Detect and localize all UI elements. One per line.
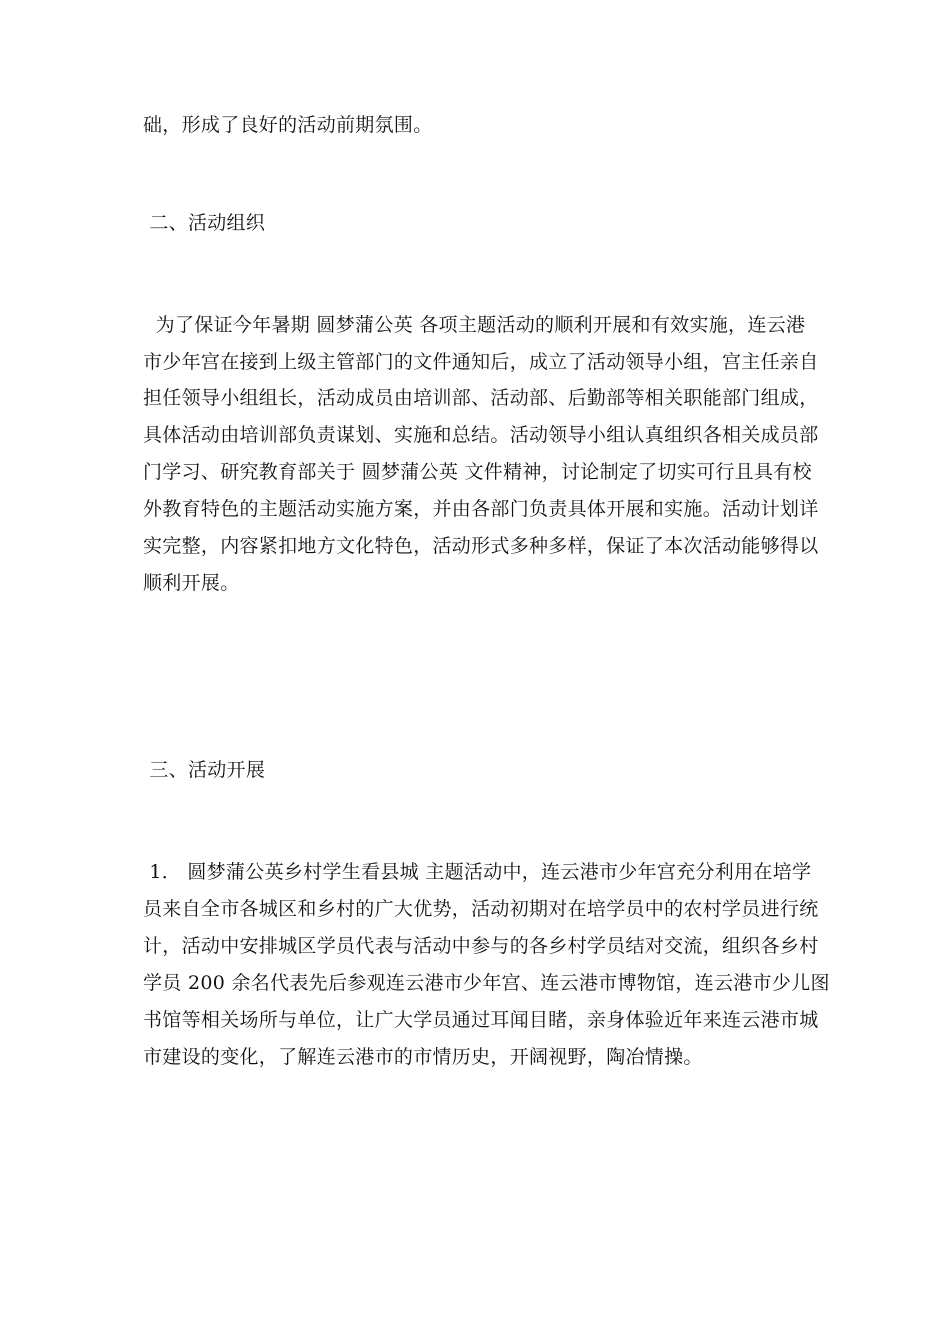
section-2-heading: 二、活动组织 [143, 212, 266, 234]
intro-tail-line: 础，形成了良好的活动前期氛围。 [143, 114, 433, 136]
paragraph-line: 市建设的变化，了解连云港市的市情历史，开阔视野，陶冶情操。 [143, 1046, 703, 1068]
paragraph-line: 市少年宫在接到上级主管部门的文件通知后，成立了活动领导小组，宫主任亲自 [143, 351, 819, 373]
paragraph-line: 1． 圆梦蒲公英乡村学生看县城 主题活动中，连云港市少年宫充分利用在培学 [143, 861, 812, 883]
paragraph-line: 员来自全市各城区和乡村的广大优势，活动初期对在培学员中的农村学员进行统 [143, 898, 819, 920]
paragraph-line: 顺利开展。 [143, 572, 240, 594]
paragraph-line: 计，活动中安排城区学员代表与活动中参与的各乡村学员结对交流，组织各乡村 [143, 935, 819, 957]
paragraph-line: 外教育特色的主题活动实施方案，并由各部门负责具体开展和实施。活动计划详 [143, 498, 819, 520]
paragraph-line: 书馆等相关场所与单位，让广大学员通过耳闻目睹，亲身体验近年来连云港市城 [143, 1009, 819, 1031]
paragraph-line: 担任领导小组组长，活动成员由培训部、活动部、后勤部等相关职能部门组成， [143, 387, 819, 409]
paragraph-line: 实完整，内容紧扣地方文化特色，活动形式多种多样，保证了本次活动能够得以 [143, 535, 819, 557]
section-3-heading: 三、活动开展 [143, 759, 266, 781]
paragraph-line: 具体活动由培训部负责谋划、实施和总结。活动领导小组认真组织各相关成员部 [143, 424, 819, 446]
paragraph-line: 学员 200 余名代表先后参观连云港市少年宫、连云港市博物馆，连云港市少儿图 [143, 972, 830, 994]
paragraph-line: 门学习、研究教育部关于 圆梦蒲公英 文件精神，讨论制定了切实可行且具有校 [143, 461, 812, 483]
paragraph-line: 为了保证今年暑期 圆梦蒲公英 各项主题活动的顺利开展和有效实施，连云港 [143, 314, 806, 336]
